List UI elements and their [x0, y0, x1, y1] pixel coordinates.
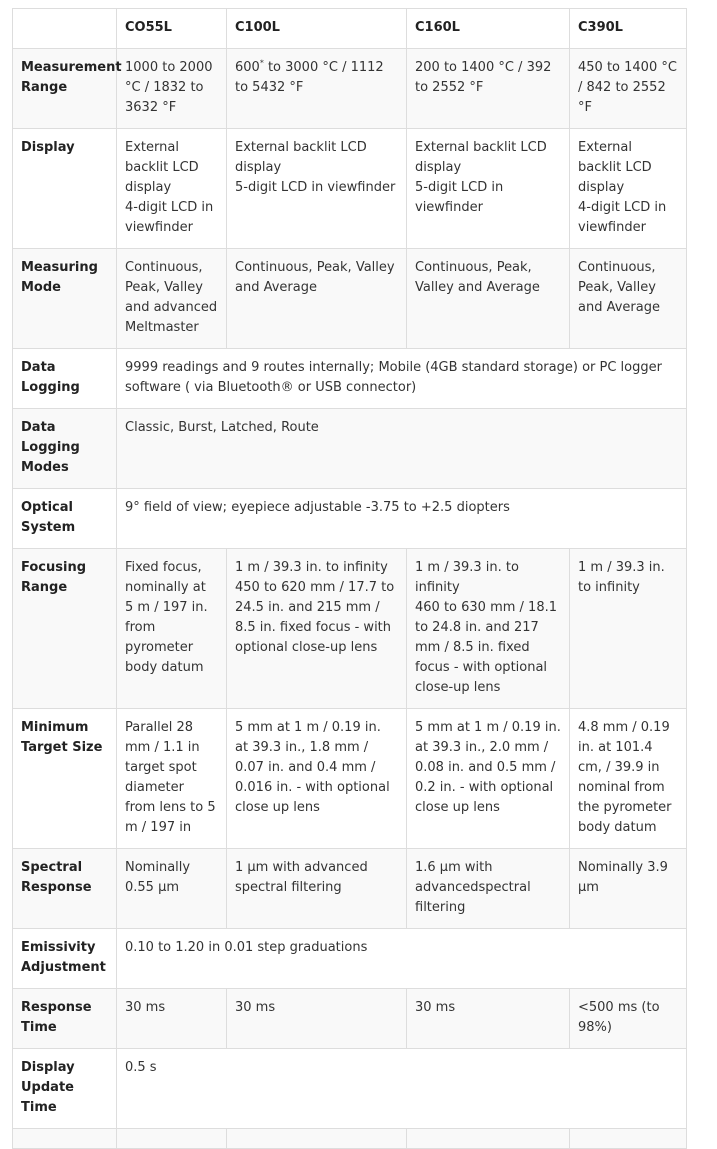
row-label: Minimum Target Size — [13, 709, 117, 849]
cell-c055l: Nominally 0.55 µm — [117, 849, 227, 929]
cell-c390l — [570, 129, 687, 249]
cell-all-models: 0.10 to 1.20 in 0.01 step graduations — [117, 929, 687, 989]
cell-c390l: 4.8 mm / 0.19 in. at 101.4 cm, / 39.9 in nominal from the pyrometer body datum — [570, 709, 687, 849]
cell-line: 5-digit LCD in viewfinder — [415, 180, 504, 215]
row-spectral-response — [13, 849, 687, 929]
cell-c390l: 1 m / 39.3 in. to infinity — [570, 549, 687, 709]
cell-line: External backlit LCD display — [125, 140, 199, 195]
row-label: Response Time — [13, 989, 117, 1049]
cell-c160l: Continuous, Peak, Valley and Average — [407, 249, 570, 349]
cell-empty — [570, 1129, 687, 1149]
cell-empty — [117, 1129, 227, 1149]
cell-c390l: Continuous, Peak, Valley and Average — [570, 249, 687, 349]
cell-empty — [13, 1129, 117, 1149]
cell-line: 1 m / 39.3 in. to infinity — [415, 560, 519, 595]
row-label: Display Update Time — [13, 1049, 117, 1129]
cell-line: 1 m / 39.3 in. to infinity — [235, 560, 388, 575]
cell-all-models: Classic, Burst, Latched, Route — [117, 409, 687, 489]
cell-c160l: 200 to 1400 °C / 392 to 2552 °F — [407, 49, 570, 129]
header-corner — [13, 9, 117, 49]
footnote-marker: * — [259, 58, 264, 68]
row-emissivity-adjustment — [13, 929, 687, 989]
cell-c160l — [407, 129, 570, 249]
cell-empty — [407, 1129, 570, 1149]
cell-c055l: Parallel 28 mm / 1.1 in target spot diameter from lens to 5 m / 197 in — [117, 709, 227, 849]
cell-c100l: 30 ms — [227, 989, 407, 1049]
row-display-update-time — [13, 1049, 687, 1129]
cell-all-models: 9° field of view; eyepiece adjustable -3.75 to +2.5 diopters — [117, 489, 687, 549]
row-label: Focusing Range — [13, 549, 117, 709]
row-label: Measuring Mode — [13, 249, 117, 349]
cell-c390l: <500 ms (to 98%) — [570, 989, 687, 1049]
row-label: Measurement Range — [13, 49, 117, 129]
cell-c100l — [227, 549, 407, 709]
row-label: Data Logging Modes — [13, 409, 117, 489]
cell-line: 450 to 620 mm / 17.7 to 24.5 in. and 215 mm / 8.5 in. fixed focus - with optional close-up lens — [235, 580, 395, 655]
cell-c055l — [117, 129, 227, 249]
row-response-time — [13, 989, 687, 1049]
row-label: Spectral Response — [13, 849, 117, 929]
cell-line: External backlit LCD display — [415, 140, 547, 175]
row-minimum-target-size — [13, 709, 687, 849]
header-c160l: C160L — [407, 9, 570, 49]
row-label: Data Logging — [13, 349, 117, 409]
cell-c100l: 5 mm at 1 m / 0.19 in. at 39.3 in., 1.8 mm / 0.07 in. and 0.4 mm / 0.016 in. - with optional close up lens — [227, 709, 407, 849]
header-row — [13, 9, 687, 49]
cell-c390l: 450 to 1400 °C / 842 to 2552 °F — [570, 49, 687, 129]
cell-c100l-value-rest: to 3000 °C / 1112 to 5432 °F — [235, 60, 384, 95]
cell-c055l: Continuous, Peak, Valley and advanced Meltmaster — [117, 249, 227, 349]
cell-c160l: 30 ms — [407, 989, 570, 1049]
cell-line: 4-digit LCD in viewfinder — [578, 200, 667, 235]
row-label: Display — [13, 129, 117, 249]
cell-c160l: 5 mm at 1 m / 0.19 in. at 39.3 in., 2.0 mm / 0.08 in. and 0.5 mm / 0.2 in. - with optional close up lens — [407, 709, 570, 849]
cell-c100l — [227, 129, 407, 249]
cell-c055l: 1000 to 2000 °C / 1832 to 3632 °F — [117, 49, 227, 129]
cell-line: External backlit LCD display — [235, 140, 367, 175]
row-data-logging-modes — [13, 409, 687, 489]
row-measurement-range — [13, 49, 687, 129]
cell-c160l: 1.6 µm with advancedspectral filtering — [407, 849, 570, 929]
cell-line: External backlit LCD display — [578, 140, 652, 195]
cell-c100l: 1 µm with advanced spectral filtering — [227, 849, 407, 929]
row-focusing-range — [13, 549, 687, 709]
cell-line: 5-digit LCD in viewfinder — [235, 180, 396, 195]
row-display — [13, 129, 687, 249]
cell-c100l-value: 600 — [235, 60, 260, 75]
cell-c100l: Continuous, Peak, Valley and Average — [227, 249, 407, 349]
specifications-table — [12, 8, 687, 1149]
cell-c100l — [227, 49, 407, 129]
row-partial — [13, 1129, 687, 1149]
row-data-logging — [13, 349, 687, 409]
cell-line: 460 to 630 mm / 18.1 to 24.8 in. and 217 mm / 8.5 in. fixed focus - with optional close-up lens — [415, 600, 557, 695]
cell-c390l: Nominally 3.9 µm — [570, 849, 687, 929]
cell-c055l: Fixed focus, nominally at 5 m / 197 in. from pyrometer body datum — [117, 549, 227, 709]
header-c390l: C390L — [570, 9, 687, 49]
cell-all-models: 9999 readings and 9 routes internally; Mobile (4GB standard storage) or PC logger software ( via Bluetooth® or USB connector) — [117, 349, 687, 409]
cell-line: 4-digit LCD in viewfinder — [125, 200, 214, 235]
row-optical-system — [13, 489, 687, 549]
header-c055l: CO55L — [117, 9, 227, 49]
cell-c160l — [407, 549, 570, 709]
row-measuring-mode — [13, 249, 687, 349]
row-label: Optical System — [13, 489, 117, 549]
header-c100l: C100L — [227, 9, 407, 49]
cell-empty — [227, 1129, 407, 1149]
row-label: Emissivity Adjustment — [13, 929, 117, 989]
cell-all-models: 0.5 s — [117, 1049, 687, 1129]
cell-c055l: 30 ms — [117, 989, 227, 1049]
